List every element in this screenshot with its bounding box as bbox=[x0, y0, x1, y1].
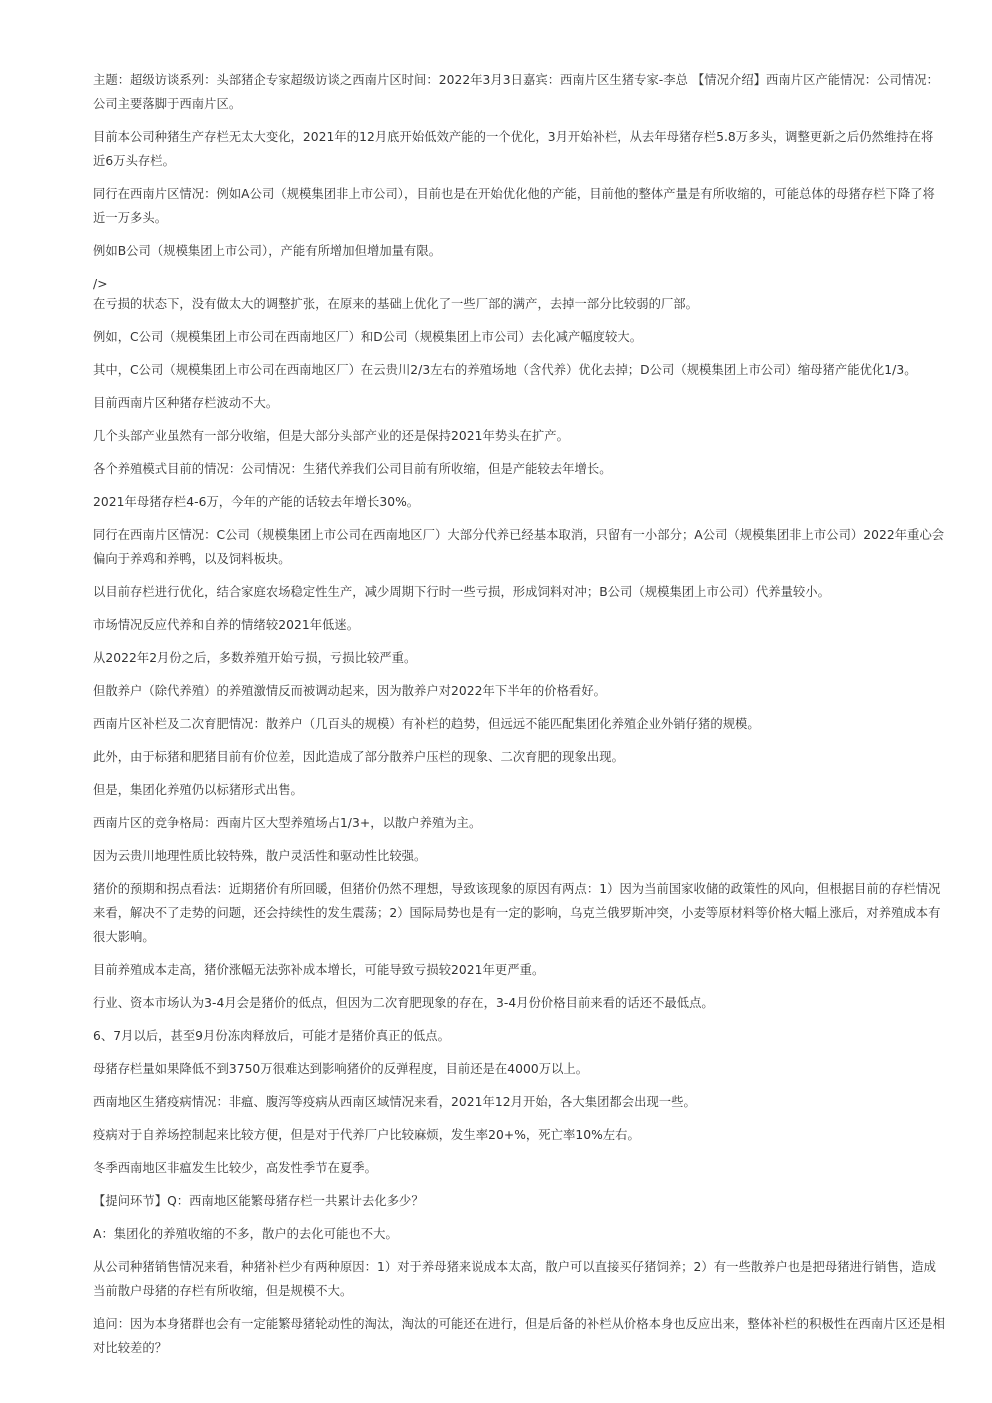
paragraph: 母猪存栏量如果降低不到3750万很难达到影响猪价的反弹程度，目前还是在4000万以上。 bbox=[93, 1062, 589, 1076]
follow-up-question: 追问：因为本身猪群也会有一定能繁母猪轮动性的淘汰，淘汰的可能还在进行，但是后备的补栏从价格本身也反应出来，整体补栏的积极性在西南片区还是相对比较差的？ bbox=[93, 1317, 945, 1355]
paragraph: 例如B公司（规模集团上市公司），产能有所增加但增加量有限。 bbox=[93, 244, 442, 258]
paragraph: 但散养户（除代养殖）的养殖激情反而被调动起来，因为散养户对2022年下半年的价格看好。 bbox=[93, 684, 607, 698]
paragraph: 行业、资本市场认为3-4月会是猪价的低点，但因为二次育肥现象的存在，3-4月份价格目前来看的话还不最低点。 bbox=[93, 996, 714, 1010]
document-body bbox=[93, 68, 945, 1369]
paragraph: 在亏损的状态下，没有做太大的调整扩张，在原来的基础上优化了一些厂部的满产，去掉一部分比较弱的厂部。 bbox=[93, 297, 698, 311]
paragraph: 西南片区的竞争格局：西南片区大型养殖场占1/3+，以散户养殖为主。 bbox=[93, 816, 482, 830]
paragraph: 目前养殖成本走高，猪价涨幅无法弥补成本增长，可能导致亏损较2021年更严重。 bbox=[93, 963, 545, 977]
paragraph: 市场情况反应代养和自养的情绪较2021年低迷。 bbox=[93, 618, 360, 632]
paragraph: 例如，C公司（规模集团上市公司在西南地区厂）和D公司（规模集团上市公司）去化减产幅度较大。 bbox=[93, 330, 643, 344]
paragraph: 从公司种猪销售情况来看，种猪补栏少有两种原因：1）对于养母猪来说成本太高，散户可以直接买仔猪饲养；2）有一些散养户也是把母猪进行销售，造成当前散户母猪的存栏有所收缩，但是规模不大。 bbox=[93, 1260, 936, 1298]
paragraph: 猪价的预期和拐点看法：近期猪价有所回暖，但猪价仍然不理想，导致该现象的原因有两点：1）因为当前国家收储的政策性的风向，但根据目前的存栏情况来看，解决不了走势的问题，还会持续性的发生震荡；2）国际局势也是有一定的影响，乌克兰俄罗斯冲突，小麦等原材料等价格大幅上涨后，对养殖成本有很大影响。 bbox=[93, 882, 941, 944]
paragraph: 几个头部产业虽然有一部分收缩，但是大部分头部产业的还是保持2021年势头在扩产。 bbox=[93, 429, 569, 443]
paragraph: 冬季西南地区非瘟发生比较少，高发性季节在夏季。 bbox=[93, 1161, 377, 1175]
paragraph: 各个养殖模式目前的情况：公司情况：生猪代养我们公司目前有所收缩，但是产能较去年增长。 bbox=[93, 462, 612, 476]
paragraph: 目前西南片区种猪存栏波动不大。 bbox=[93, 396, 279, 410]
paragraph: 西南片区补栏及二次育肥情况：散养户（几百头的规模）有补栏的趋势，但远远不能匹配集团化养殖企业外销仔猪的规模。 bbox=[93, 717, 760, 731]
paragraph: 目前本公司种猪生产存栏无太大变化，2021年的12月底开始低效产能的一个优化，3月开始补栏，从去年母猪存栏5.8万多头，调整更新之后仍然维持在将近6万头存栏。 bbox=[93, 130, 934, 168]
paragraph: 但是，集团化养殖仍以标猪形式出售。 bbox=[93, 783, 303, 797]
answer-paragraph: A：集团化的养殖收缩的不多，散户的去化可能也不大。 bbox=[93, 1227, 398, 1241]
paragraph: 同行在西南片区情况：例如A公司（规模集团非上市公司），目前也是在开始优化他的产能，目前他的整体产量是有所收缩的，可能总体的母猪存栏下降了将近一万多头。 bbox=[93, 187, 935, 225]
paragraph: 此外，由于标猪和肥猪目前有价位差，因此造成了部分散养户压栏的现象、二次育肥的现象出现。 bbox=[93, 750, 624, 764]
stray-markup-text: /> bbox=[93, 277, 108, 291]
paragraph: 从2022年2月份之后，多数养殖开始亏损，亏损比较严重。 bbox=[93, 651, 417, 665]
paragraph: 疫病对于自养场控制起来比较方便，但是对于代养厂户比较麻烦，发生率20+%，死亡率10%左右。 bbox=[93, 1128, 640, 1142]
paragraph: 2021年母猪存栏4-6万，今年的产能的话较去年增长30%。 bbox=[93, 495, 420, 509]
paragraph: 西南地区生猪疫病情况：非瘟、腹泻等疫病从西南区域情况来看，2021年12月开始，各大集团都会出现一些。 bbox=[93, 1095, 696, 1109]
paragraph-title-intro: 主题：超级访谈系列：头部猪企专家超级访谈之西南片区时间：2022年3月3日嘉宾：西南片区生猪专家-李总 【情况介绍】西南片区产能情况：公司情况：公司主要落脚于西南片区。 bbox=[93, 73, 939, 111]
paragraph: 因为云贵川地理性质比较特殊，散户灵活性和驱动性比较强。 bbox=[93, 849, 427, 863]
question-heading: 【提问环节】Q：西南地区能繁母猪存栏一共累计去化多少？ bbox=[93, 1194, 424, 1208]
paragraph: 同行在西南片区情况：C公司（规模集团上市公司在西南地区厂）大部分代养已经基本取消，只留有一小部分；A公司（规模集团非上市公司）2022年重心会偏向于养鸡和养鸭，以及饲料板块。 bbox=[93, 528, 945, 566]
paragraph: 6、7月以后，甚至9月份冻肉释放后，可能才是猪价真正的低点。 bbox=[93, 1029, 450, 1043]
paragraph: 以目前存栏进行优化，结合家庭农场稳定性生产，减少周期下行时一些亏损，形成饲料对冲；B公司（规模集团上市公司）代养量较小。 bbox=[93, 585, 830, 599]
paragraph: 其中，C公司（规模集团上市公司在西南地区厂）在云贵川2/3左右的养殖场地（含代养）优化去掉；D公司（规模集团上市公司）缩母猪产能优化1/3。 bbox=[93, 363, 917, 377]
